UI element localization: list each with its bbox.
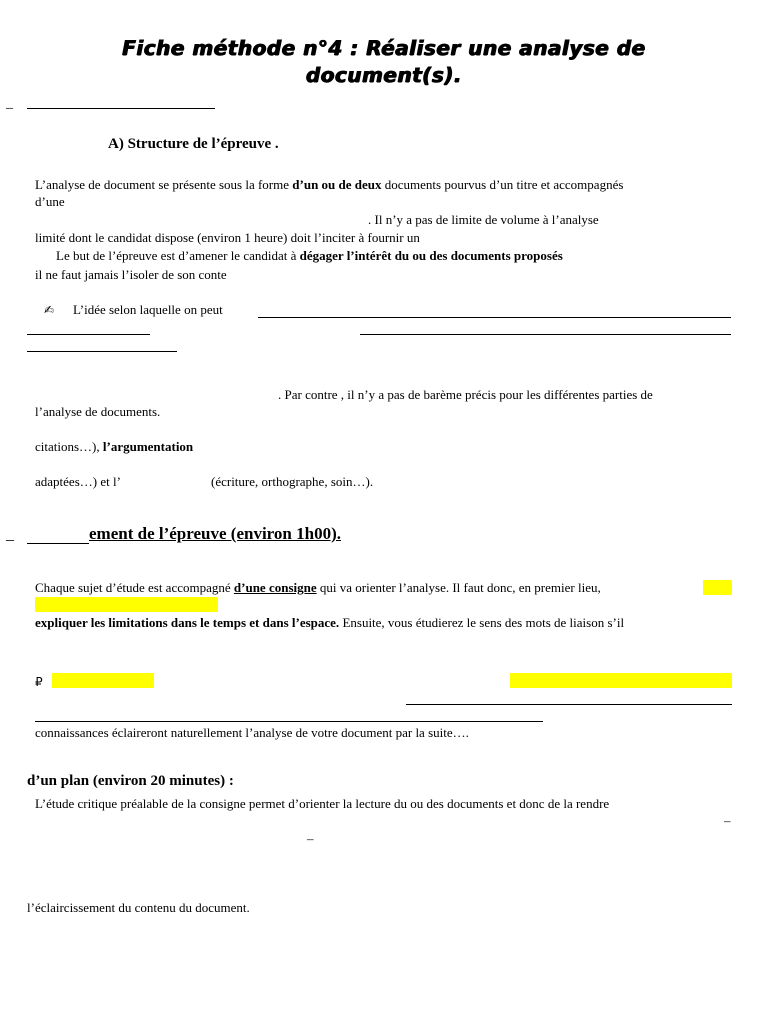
section-c-heading: d’un plan (environ 20 minutes) : xyxy=(27,773,234,789)
blank-line-2 xyxy=(27,334,150,335)
p1-text-a: L’analyse de document se présente sous la forme xyxy=(35,177,293,192)
section-a-paragraph-9-a: adaptées…) et l’ xyxy=(35,474,121,489)
blank-line-5 xyxy=(406,704,732,705)
section-b-rule xyxy=(27,543,89,544)
highlight-2 xyxy=(35,597,218,612)
blank-line-3 xyxy=(360,334,731,335)
sb-p1-text-a: Chaque sujet d’étude est accompagné xyxy=(35,580,234,595)
section-c-paragraph-2: l’éclaircissement du contenu du document. xyxy=(27,900,250,915)
p1-text-bold: d’un ou de deux xyxy=(292,177,382,192)
sb-p2-text-bold: expliquer les limitations dans le temps et dans l’espace. xyxy=(35,615,340,630)
sb-p2-text-b: Ensuite, vous étudierez le sens des mots de liaison s’il xyxy=(339,615,625,630)
p4-text-bold: dégager l’intérêt du ou des documents proposés xyxy=(299,248,563,263)
p4-text-a: Le but de l’épreuve est d’amener le candidat à xyxy=(56,248,300,263)
page-title-line1: Fiche méthode n°4 : Réaliser une analyse de xyxy=(122,36,646,60)
section-a-paragraph-1-line2: d’une xyxy=(35,194,65,209)
p8-text-bold: l’argumentation xyxy=(102,439,194,454)
section-a-paragraph-2: . Il n’y a pas de limite de volume à l’analyse xyxy=(368,212,599,227)
highlight-4 xyxy=(510,673,732,688)
sb-p1-text-c: qui va orienter l’analyse. Il faut donc, en premier lieu, xyxy=(316,580,601,595)
top-rule xyxy=(27,108,215,109)
bullet-icon: ₽ xyxy=(35,675,43,689)
highlight-1 xyxy=(703,580,732,595)
blank-line-6 xyxy=(35,721,543,722)
section-a-heading: A) Structure de l’épreuve . xyxy=(108,136,279,152)
writing-hand-icon: ✍ xyxy=(44,303,55,317)
section-a-paragraph-1 xyxy=(35,177,623,193)
blank-line-1 xyxy=(258,317,731,318)
section-a-paragraph-7: . Par contre , il n’y a pas de barème précis pour les différentes parties de xyxy=(278,387,653,402)
section-c-dash-2: – xyxy=(307,831,314,846)
section-a-paragraph-4 xyxy=(56,248,563,264)
p1-text-c: documents pourvus d’un titre et accompagnés xyxy=(381,177,624,192)
section-a-paragraph-8 xyxy=(35,439,193,455)
section-c-paragraph-1: L’étude critique préalable de la consigne permet d’orienter la lecture du ou des documents et donc de la rendre xyxy=(35,796,610,811)
section-a-paragraph-7-line2: l’analyse de documents. xyxy=(35,404,161,419)
section-c-dash-1: – xyxy=(724,813,731,828)
top-dash: _ xyxy=(6,96,13,111)
section-a-paragraph-6: L’idée selon laquelle on peut xyxy=(73,302,223,317)
section-b-dash: _ xyxy=(6,526,14,543)
section-b-paragraph-3: connaissances éclaireront naturellement l’analyse de votre document par la suite…. xyxy=(35,725,469,740)
section-b-paragraph-1 xyxy=(35,580,601,596)
section-b-paragraph-2 xyxy=(35,615,624,631)
blank-line-4 xyxy=(27,351,177,352)
section-a-paragraph-9-b: (écriture, orthographe, soin…). xyxy=(211,474,374,489)
highlight-3 xyxy=(52,673,154,688)
section-a-paragraph-5: il ne faut jamais l’isoler de son conte xyxy=(35,267,227,282)
p8-text-a: citations…), xyxy=(35,439,103,454)
page-title-line2: document(s). xyxy=(305,63,463,87)
sb-p1-text-bold: d’une consigne xyxy=(233,580,317,595)
section-a-paragraph-3: limité dont le candidat dispose (environ 1 heure) doit l’inciter à fournir un xyxy=(35,230,420,245)
section-b-heading: ement de l’épreuve (environ 1h00). xyxy=(89,524,341,543)
